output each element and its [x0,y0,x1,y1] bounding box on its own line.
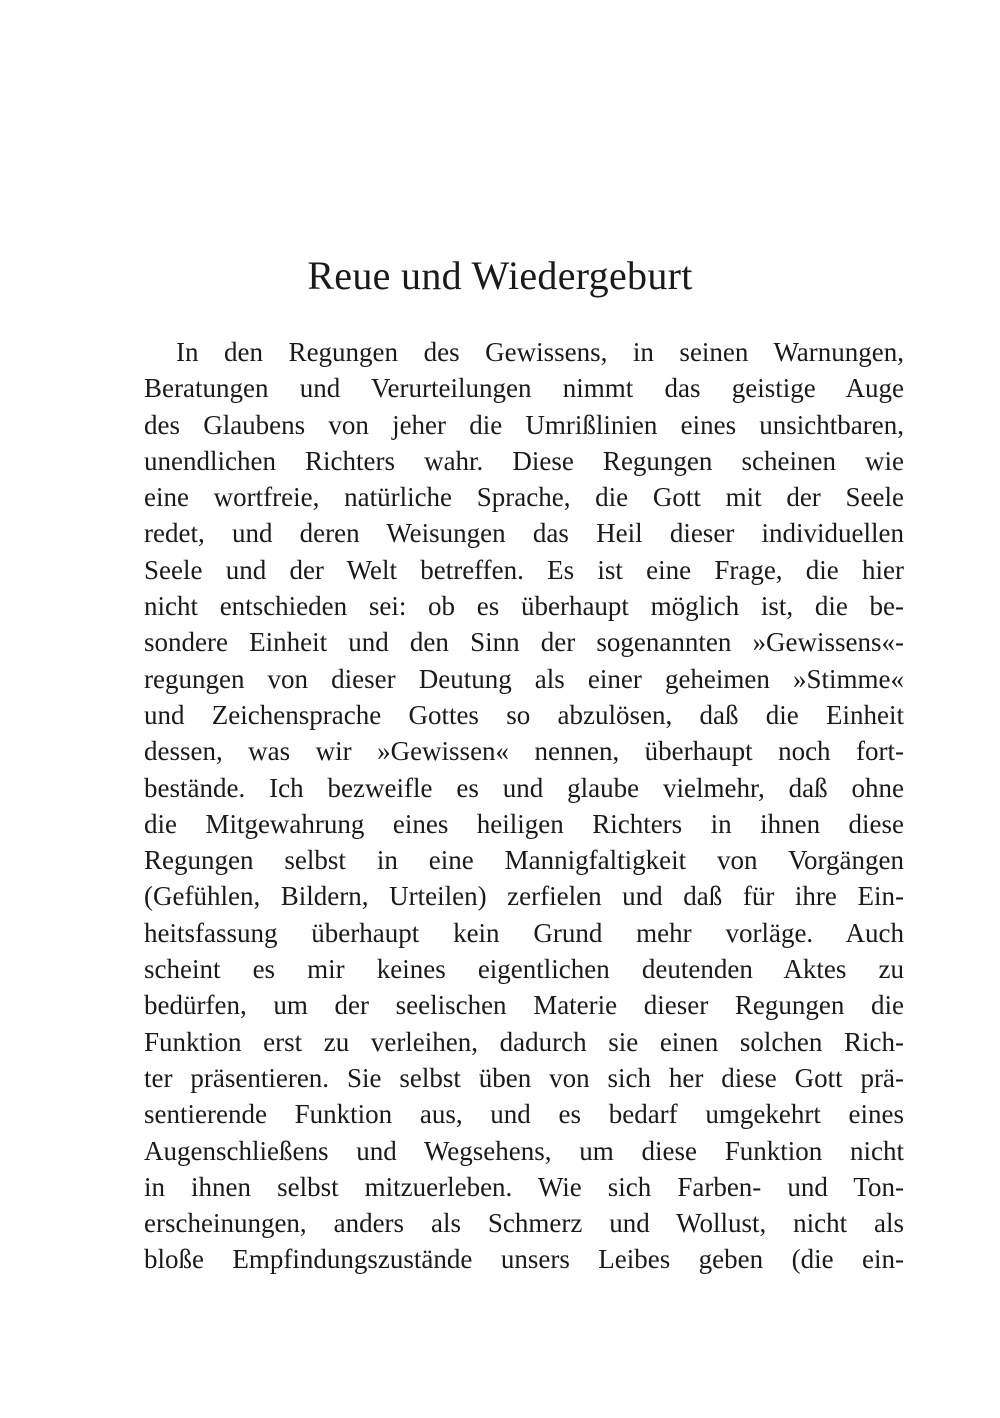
text-line: Seele und der Welt betreffen. Es ist eine Frage, die hier [144,554,904,585]
text-line: Augenschließens und Wegsehens, um diese Funktion nicht [144,1135,904,1166]
text-line: bloße Empfindungszustände unsers Leibes geben (die ein- [144,1244,904,1275]
text-line: In den Regungen des Gewissens, in seinen Warnungen, [176,337,904,367]
text-line: Regungen selbst in eine Mannigfaltigkeit von Vorgängen [144,845,904,876]
text-line: eine wortfreie, natürliche Sprache, die Gott mit der Seele [144,482,904,513]
text-line: in ihnen selbst mitzuerleben. Wie sich Farben- und Ton- [144,1171,904,1202]
text-line: Beratungen und Verurteilungen nimmt das geistige Auge [144,373,904,404]
text-line: unendlichen Richters wahr. Diese Regungen scheinen wie [144,445,904,476]
body-text [144,334,904,1278]
text-line: bedürfen, um der seelischen Materie dieser Regungen die [144,990,904,1021]
text-line: bestände. Ich bezweifle es und glaube vielmehr, daß ohne [144,772,904,803]
text-line: Funktion erst zu verleihen, dadurch sie einen solchen Rich- [144,1026,904,1057]
text-line: sentierende Funktion aus, und es bedarf umgekehrt eines [144,1099,904,1130]
text-line: dessen, was wir »Gewissen« nennen, überhaupt noch fort- [144,736,904,767]
text-line: regungen von dieser Deutung als einer geheimen »Stimme« [144,663,904,694]
text-line: ter präsentieren. Sie selbst üben von sich her diese Gott prä- [144,1062,904,1093]
text-line: sondere Einheit und den Sinn der sogenannten »Gewissens«- [144,627,904,658]
text-line: redet, und deren Weisungen das Heil dieser individuellen [144,518,904,549]
text-line: die Mitgewahrung eines heiligen Richters in ihnen diese [144,808,904,839]
text-line: nicht entschieden sei: ob es überhaupt möglich ist, die be- [144,591,904,622]
text-line: des Glaubens von jeher die Umrißlinien eines unsichtbaren, [144,409,904,440]
text-line: heitsfassung überhaupt kein Grund mehr vorläge. Auch [144,917,904,948]
chapter-title: Reue und Wiedergeburt [307,253,693,298]
text-line: und Zeichensprache Gottes so abzulösen, daß die Einheit [144,699,904,730]
text-line: (Gefühlen, Bildern, Urteilen) zerfielen und daß für ihre Ein- [144,881,904,912]
text-line: scheint es mir keines eigentlichen deutenden Aktes zu [144,954,904,985]
text-line: erscheinungen, anders als Schmerz und Wollust, nicht als [144,1208,904,1239]
